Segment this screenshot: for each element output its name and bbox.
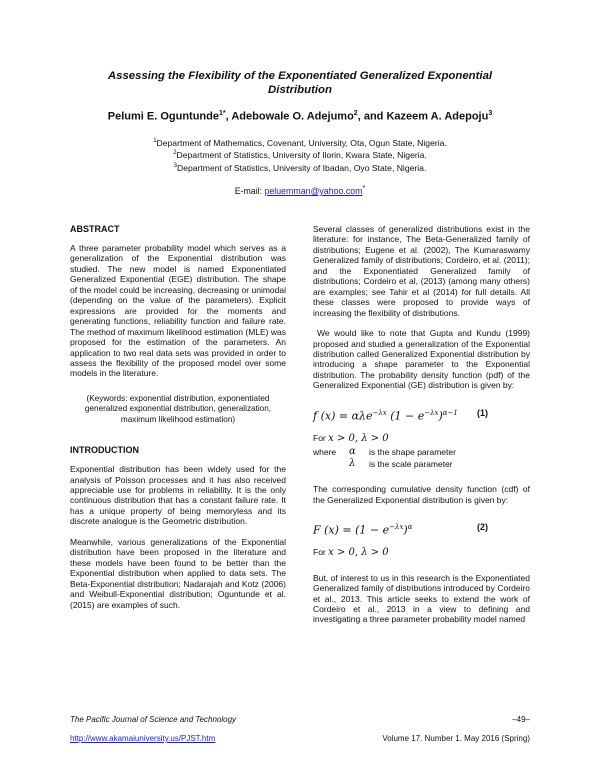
lambda-description: is the scale parameter — [369, 459, 453, 470]
lambda-symbol: λ — [349, 458, 356, 470]
abstract-text: A three parameter probability model which serves as a generalization of the Exponential distribution was studied. The new model is named Exponentiated Generalized Exponential (EGE) distribution. The shape of the model could be increasing, decreasing or unimodal (depending on the value of the parameters). Explicit expressions are provided for the moments and generating functions, reliability function and failure rate. The method of maximum likelihood estimation (MLE) was proposed for the estimation of the parameters. An application to two real data sets was provided in order to assess the flexibility of the proposed model over some models in the literature. — [70, 243, 286, 379]
intro-paragraph-1: Exponential distribution has been widely used for the analysis of Poisson processes and it has also received appreciable use for problems in reliability. It is the only continuous distribution that has a constant failure rate. It has a unique property of being memoryless and its discrete analogue is the Geometric distribution. — [70, 464, 286, 527]
author-1: Pelumi E. Oguntunde — [107, 110, 219, 123]
author-2: Adebowale O. Adejumo — [231, 110, 354, 123]
affiliation-3-sup: 3 — [173, 162, 177, 169]
footer-right — [313, 714, 530, 744]
email-link[interactable]: peluemman@yahoo.com — [264, 185, 363, 196]
title-line-1: Assessing the Flexibility of the Exponentiated Generalized Exponential — [107, 70, 493, 82]
title-line-2: Distribution — [268, 84, 332, 96]
equation-2 — [313, 515, 530, 539]
volume-info: Volume 17. Number 1. May 2016 (Spring) — [382, 734, 530, 743]
equation-1-number: (1) — [477, 407, 488, 418]
equation-2-formula: F $(x) = (1 - e^{-\lambda x})^\alpha$ — [313, 523, 413, 537]
for2-math: x > 0, λ > 0 — [328, 547, 389, 559]
equation-1-formula: f (x) = αλe$^{-\lambda x}$ $(1 - e^{-\lambda x})^{\alpha-1}$ — [313, 408, 458, 423]
affiliation-1-sup: 1 — [153, 138, 157, 144]
author-1-sup: 1* — [219, 110, 226, 117]
right-paragraph-3: The corresponding cumulative density function (cdf) of the Generalized Exponential distribution is given by: — [313, 484, 530, 505]
page-number: –49– — [512, 715, 530, 724]
for2-label: For — [313, 547, 326, 558]
keywords: (Keywords: exponential distribution, exponentiated generalized exponential distribution, generalization, maximum likelihood estimation) — [84, 393, 272, 424]
for-label: For — [313, 432, 326, 443]
author-3: and Kazeem A. Adepoju — [363, 110, 489, 123]
equation-2-number: (2) — [477, 522, 488, 533]
for-math: x > 0, λ > 0 — [328, 432, 389, 444]
email-label: E-mail: — [234, 185, 263, 196]
equation-1 — [313, 401, 530, 425]
left-column — [70, 224, 286, 620]
affiliation-3-text: Department of Statistics, University of Ibadan, Oyo State, Nigeria. — [177, 162, 427, 173]
paper-title — [80, 69, 520, 97]
affiliation-3 — [40, 161, 560, 173]
journal-name: The Pacific Journal of Science and Technology — [70, 715, 237, 724]
footer-left — [70, 714, 236, 744]
author-list: Pelumi E. Oguntunde$^{1*}$, Adebowale O. Adejumo$^2$, and Kazeem A. Adepoju$^3$ — [107, 110, 493, 123]
email-sup: * — [362, 183, 366, 192]
abstract-heading: ABSTRACT — [70, 224, 120, 234]
affiliation-1-text: Department of Mathematics, Covenant, University, Ota, Ogun State, Nigeria. — [156, 137, 447, 148]
affiliations — [40, 136, 560, 173]
author-2-sup: 2 — [353, 110, 358, 117]
alpha-symbol: α — [349, 446, 356, 458]
domain-line-1 — [313, 433, 530, 444]
where-row-lambda — [313, 458, 530, 470]
affiliation-2 — [40, 148, 560, 160]
affiliation-1 — [40, 136, 560, 148]
affiliation-2-text: Department of Statistics, University of Ilorin, Kwara State, Nigeria. — [176, 150, 427, 161]
right-paragraph-1: Several classes of generalized distributions exist in the literature: for instance, The Beta-Generalized family of distributions; Eugene et al. (2002), The Kumaraswamy Generalized family of distributions; Cordeiro, et al. (2011); and the Exponentiated Generalized family of distributions; Cordeiro et al, (2013) (among many others) are examples; see Tahir et al (2014) for full details. All these classes were proposed to provide ways of increasing the flexibility of distributions. — [313, 224, 530, 318]
journal-url-link[interactable]: http://www.akamaiuniversity.us/PJST.htm — [70, 734, 216, 743]
right-column — [313, 224, 530, 635]
where-row-alpha — [313, 446, 530, 458]
where-label: where — [313, 447, 337, 458]
author-3-sup: 3 — [488, 110, 493, 117]
alpha-description: is the shape parameter — [369, 447, 456, 458]
right-paragraph-4: But, of interest to us in this research is the Exponentiated Generalized family of distributions introduced by Cordeiro et al., 2013. This article seeks to extend the work of Cordeiro et al., 2013 in a view to defining and investigating a three parameter probability model named — [313, 572, 530, 625]
affiliation-2-sup: 2 — [173, 150, 177, 157]
introduction-heading: INTRODUCTION — [70, 445, 139, 456]
right-paragraph-2: We would like to note that Gupta and Kundu (1999) proposed and studied a generalization of the Exponential distribution called Generalized Exponential distribution by introducing a shape parameter to the Exponential distribution. The probability density function (pdf) of the Generalized Exponential (GE) distribution is given by: — [313, 328, 530, 391]
intro-paragraph-2: Meanwhile, various generalizations of the Exponential distribution have been proposed in the literature and these models have been found to be better than the Exponential distribution when applied to data sets. The Beta-Exponential distribution; Nadarajah and Kotz (2006) and Weibull-Exponential distribution; Oguntunde et al. (2015) are examples of such. — [70, 536, 286, 610]
email-line — [40, 182, 560, 197]
domain-line-2 — [313, 547, 530, 558]
